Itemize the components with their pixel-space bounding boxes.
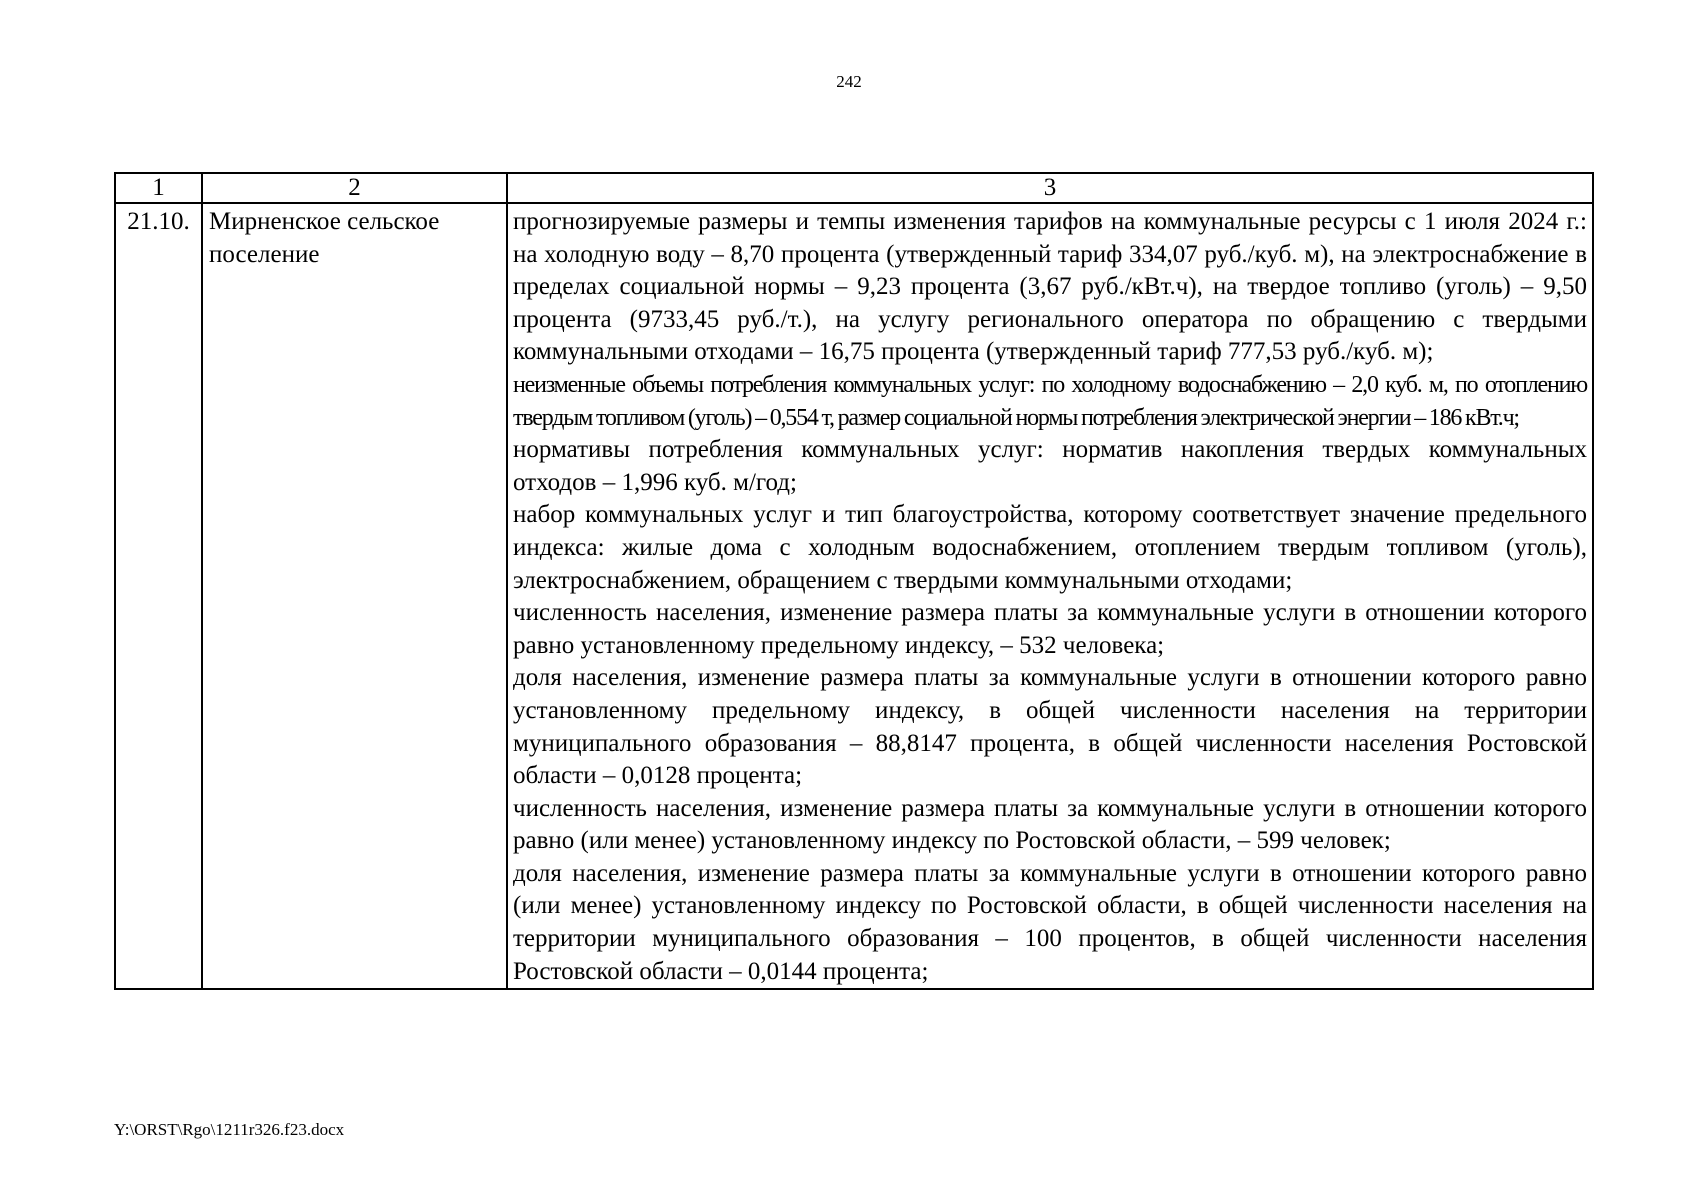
row-number: 21.10. [115, 203, 202, 989]
row-description [507, 203, 1593, 989]
file-path-footer: Y:\ORST\Rgo\1211r326.f23.docx [114, 1120, 345, 1139]
page-number: 242 [836, 72, 862, 91]
column-header-2: 2 [202, 173, 507, 203]
tariff-table [114, 172, 1594, 990]
paragraph-population-share-regional: доля населения, изменение размера платы за коммунальные услуги в отношении которого равно (или менее) установленному индексу по Ростовской области, в общей численности населения на территории муниципального образования – 100 процентов, в общей численности населения Ростовской области – 0,0144 процента; [513, 859, 1587, 985]
paragraph-consumption-volumes: неизменные объемы потребления коммунальных услуг: по холодному водоснабжению – 2,0 куб. м, по отоплению твердым топливом (уголь) – 0,554 т, размер социальной нормы потребления электрической энергии – 186 кВт.ч; [513, 371, 1587, 431]
paragraph-consumption-norms: нормативы потребления коммунальных услуг: норматив накопления твердых коммунальных отходов – 1,996 куб. м/год; [513, 436, 1587, 496]
paragraph-tariffs: прогнозируемые размеры и темпы изменения тарифов на коммунальные ресурсы с 1 июля 2024 г.: на холодную воду – 8,70 процента (утвержденный тариф 334,07 руб./куб. м), на электроснабжение в пределах социальной нормы – 9,23 процента (3,67 руб./кВт.ч), на твердое топливо (уголь) – 9,50 процента (9733,45 руб./т.), на услугу регионального оператора по обращению с твердыми коммунальными отходами – 16,75 процента (утвержденный тариф 777,53 руб./куб. м); [513, 208, 1587, 366]
settlement-name: Мирненское сельское поселение [202, 203, 507, 989]
paragraph-population-share: доля населения, изменение размера платы за коммунальные услуги в отношении которого равно установленному предельному индексу, в общей численности населения на территории муниципального образования – 88,8147 процента, в общей численности населения Ростовской области – 0,0128 процента; [513, 664, 1587, 790]
column-header-1: 1 [115, 173, 202, 203]
paragraph-population-count: численность населения, изменение размера платы за коммунальные услуги в отношении которого равно установленному предельному индексу, – 532 человека; [513, 599, 1587, 659]
table-header-row [115, 173, 1593, 203]
column-header-3: 3 [507, 173, 1593, 203]
paragraph-population-count-regional: численность населения, изменение размера платы за коммунальные услуги в отношении которого равно (или менее) установленному индексу по Ростовской области, – 599 человек; [513, 794, 1587, 855]
table-row [115, 203, 1593, 989]
paragraph-services-set: набор коммунальных услуг и тип благоустройства, которому соответствует значение предельного индекса: жилые дома с холодным водоснабжением, отоплением твердым топливом (уголь), электроснабжением, обращением с твердыми коммунальными отходами; [513, 501, 1587, 594]
